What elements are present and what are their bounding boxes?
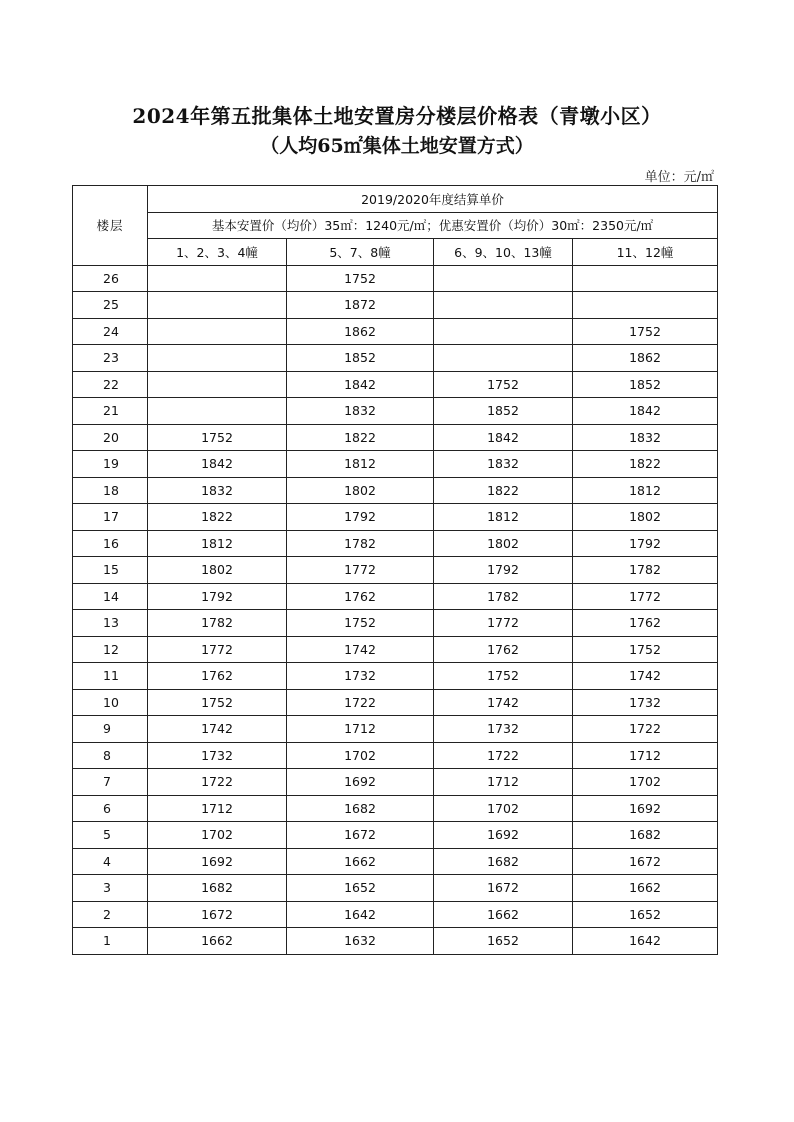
table-row [73,875,718,902]
price-cell: 1792 [287,504,434,531]
table-row [73,451,718,478]
price-cell: 1672 [287,822,434,849]
table-row [73,769,718,796]
price-cell: 1732 [148,742,287,769]
table-row [73,742,718,769]
price-cell: 1832 [434,451,573,478]
price-cell: 1742 [434,689,573,716]
price-cell: 1732 [287,663,434,690]
price-cell: 1752 [287,265,434,292]
floor-cell: 10 [73,689,148,716]
period-header: 2019/2020年度结算单价 [148,186,718,213]
price-table [72,185,718,955]
price-cell: 1752 [434,663,573,690]
building-header: 5、7、8幢 [287,239,434,266]
floor-cell: 22 [73,371,148,398]
price-cell: 1692 [573,795,718,822]
table-row [73,636,718,663]
table-row [73,848,718,875]
table-row [73,477,718,504]
price-table-body [73,265,718,954]
floor-cell: 14 [73,583,148,610]
price-cell [434,265,573,292]
price-cell: 1712 [148,795,287,822]
price-cell [148,292,287,319]
price-cell [434,345,573,372]
building-header: 6、9、10、13幢 [434,239,573,266]
price-cell: 1872 [287,292,434,319]
floor-cell: 16 [73,530,148,557]
price-cell: 1752 [287,610,434,637]
price-cell: 1742 [148,716,287,743]
price-cell: 1652 [573,901,718,928]
price-cell: 1692 [287,769,434,796]
price-cell: 1672 [573,848,718,875]
table-row [73,901,718,928]
table-row [73,689,718,716]
price-cell: 1742 [287,636,434,663]
floor-cell: 4 [73,848,148,875]
price-cell: 1712 [434,769,573,796]
price-cell [148,345,287,372]
building-header: 1、2、3、4幢 [148,239,287,266]
price-cell: 1822 [287,424,434,451]
price-cell: 1702 [148,822,287,849]
page-subtitle: （人均65㎡集体土地安置方式） [260,135,534,157]
price-cell: 1782 [573,557,718,584]
price-cell: 1762 [287,583,434,610]
price-cell: 1822 [434,477,573,504]
price-cell: 1792 [148,583,287,610]
price-cell [148,318,287,345]
floor-cell: 17 [73,504,148,531]
price-cell: 1782 [148,610,287,637]
table-row [73,504,718,531]
floor-cell: 13 [73,610,148,637]
table-row [73,557,718,584]
table-row [73,371,718,398]
table-row [73,398,718,425]
price-cell: 1762 [573,610,718,637]
price-cell: 1782 [287,530,434,557]
price-cell: 1702 [573,769,718,796]
price-cell: 1682 [573,822,718,849]
price-cell: 1812 [573,477,718,504]
table-row [73,822,718,849]
price-cell: 1752 [573,636,718,663]
price-cell: 1802 [287,477,434,504]
price-cell: 1692 [148,848,287,875]
price-cell: 1792 [434,557,573,584]
floor-cell: 2 [73,901,148,928]
price-cell [434,318,573,345]
floor-cell: 18 [73,477,148,504]
price-cell: 1652 [434,928,573,955]
price-cell: 1752 [148,424,287,451]
table-row [73,610,718,637]
price-cell [148,398,287,425]
price-cell [434,292,573,319]
price-cell: 1642 [287,901,434,928]
price-cell: 1832 [148,477,287,504]
price-cell: 1852 [434,398,573,425]
price-cell: 1722 [148,769,287,796]
table-row [73,318,718,345]
price-cell: 1772 [573,583,718,610]
price-cell: 1792 [573,530,718,557]
price-cell: 1662 [287,848,434,875]
floor-cell: 1 [73,928,148,955]
price-cell: 1802 [573,504,718,531]
floor-cell: 26 [73,265,148,292]
price-cell: 1832 [573,424,718,451]
floor-cell: 24 [73,318,148,345]
floor-cell: 19 [73,451,148,478]
price-cell: 1682 [434,848,573,875]
header-row-base-price [73,212,718,239]
price-cell: 1832 [287,398,434,425]
floor-cell: 15 [73,557,148,584]
price-cell: 1802 [434,530,573,557]
floor-cell: 9 [73,716,148,743]
price-cell: 1662 [148,928,287,955]
price-cell: 1862 [573,345,718,372]
price-cell: 1812 [148,530,287,557]
header-row-period [73,186,718,213]
price-cell: 1762 [434,636,573,663]
price-cell: 1852 [287,345,434,372]
price-cell: 1862 [287,318,434,345]
table-row [73,265,718,292]
price-cell: 1692 [434,822,573,849]
price-cell [573,292,718,319]
price-cell: 1632 [287,928,434,955]
table-row [73,292,718,319]
price-cell: 1842 [434,424,573,451]
price-cell: 1752 [148,689,287,716]
price-cell [148,371,287,398]
price-cell: 1782 [434,583,573,610]
price-cell: 1722 [573,716,718,743]
price-cell: 1732 [573,689,718,716]
price-cell: 1752 [434,371,573,398]
table-row [73,663,718,690]
price-cell: 1842 [287,371,434,398]
price-cell: 1662 [434,901,573,928]
table-row [73,928,718,955]
price-cell: 1812 [434,504,573,531]
price-cell: 1712 [287,716,434,743]
floor-cell: 12 [73,636,148,663]
price-cell: 1752 [573,318,718,345]
floor-cell: 3 [73,875,148,902]
price-cell [573,265,718,292]
price-cell: 1722 [434,742,573,769]
price-cell: 1802 [148,557,287,584]
floor-cell: 20 [73,424,148,451]
price-cell: 1702 [287,742,434,769]
price-cell: 1702 [434,795,573,822]
price-cell [148,265,287,292]
price-cell: 1772 [434,610,573,637]
floor-cell: 25 [73,292,148,319]
price-cell: 1842 [148,451,287,478]
price-cell: 1762 [148,663,287,690]
price-cell: 1842 [573,398,718,425]
price-cell: 1682 [148,875,287,902]
table-row [73,530,718,557]
price-cell: 1712 [573,742,718,769]
table-row [73,424,718,451]
floor-cell: 6 [73,795,148,822]
floor-column-header: 楼层 [73,186,148,266]
header-row-buildings [73,239,718,266]
price-cell: 1742 [573,663,718,690]
page-title: 2024年第五批集体土地安置房分楼层价格表（青墩小区） [132,104,662,128]
floor-cell: 21 [73,398,148,425]
price-cell: 1662 [573,875,718,902]
price-cell: 1852 [573,371,718,398]
price-cell: 1772 [287,557,434,584]
price-cell: 1722 [287,689,434,716]
price-cell: 1672 [148,901,287,928]
price-cell: 1812 [287,451,434,478]
floor-cell: 23 [73,345,148,372]
price-cell: 1682 [287,795,434,822]
base-price-note: 基本安置价（均价）35㎡：1240元/㎡；优惠安置价（均价）30㎡：2350元/㎡ [148,212,718,239]
table-row [73,795,718,822]
table-row [73,716,718,743]
price-cell: 1652 [287,875,434,902]
price-cell: 1642 [573,928,718,955]
floor-cell: 7 [73,769,148,796]
floor-cell: 8 [73,742,148,769]
table-row [73,583,718,610]
floor-cell: 11 [73,663,148,690]
price-cell: 1772 [148,636,287,663]
unit-label: 单位：元/㎡ [644,170,714,185]
price-cell: 1732 [434,716,573,743]
building-header: 11、12幢 [573,239,718,266]
price-cell: 1822 [573,451,718,478]
price-cell: 1822 [148,504,287,531]
floor-cell: 5 [73,822,148,849]
table-row [73,345,718,372]
price-cell: 1672 [434,875,573,902]
